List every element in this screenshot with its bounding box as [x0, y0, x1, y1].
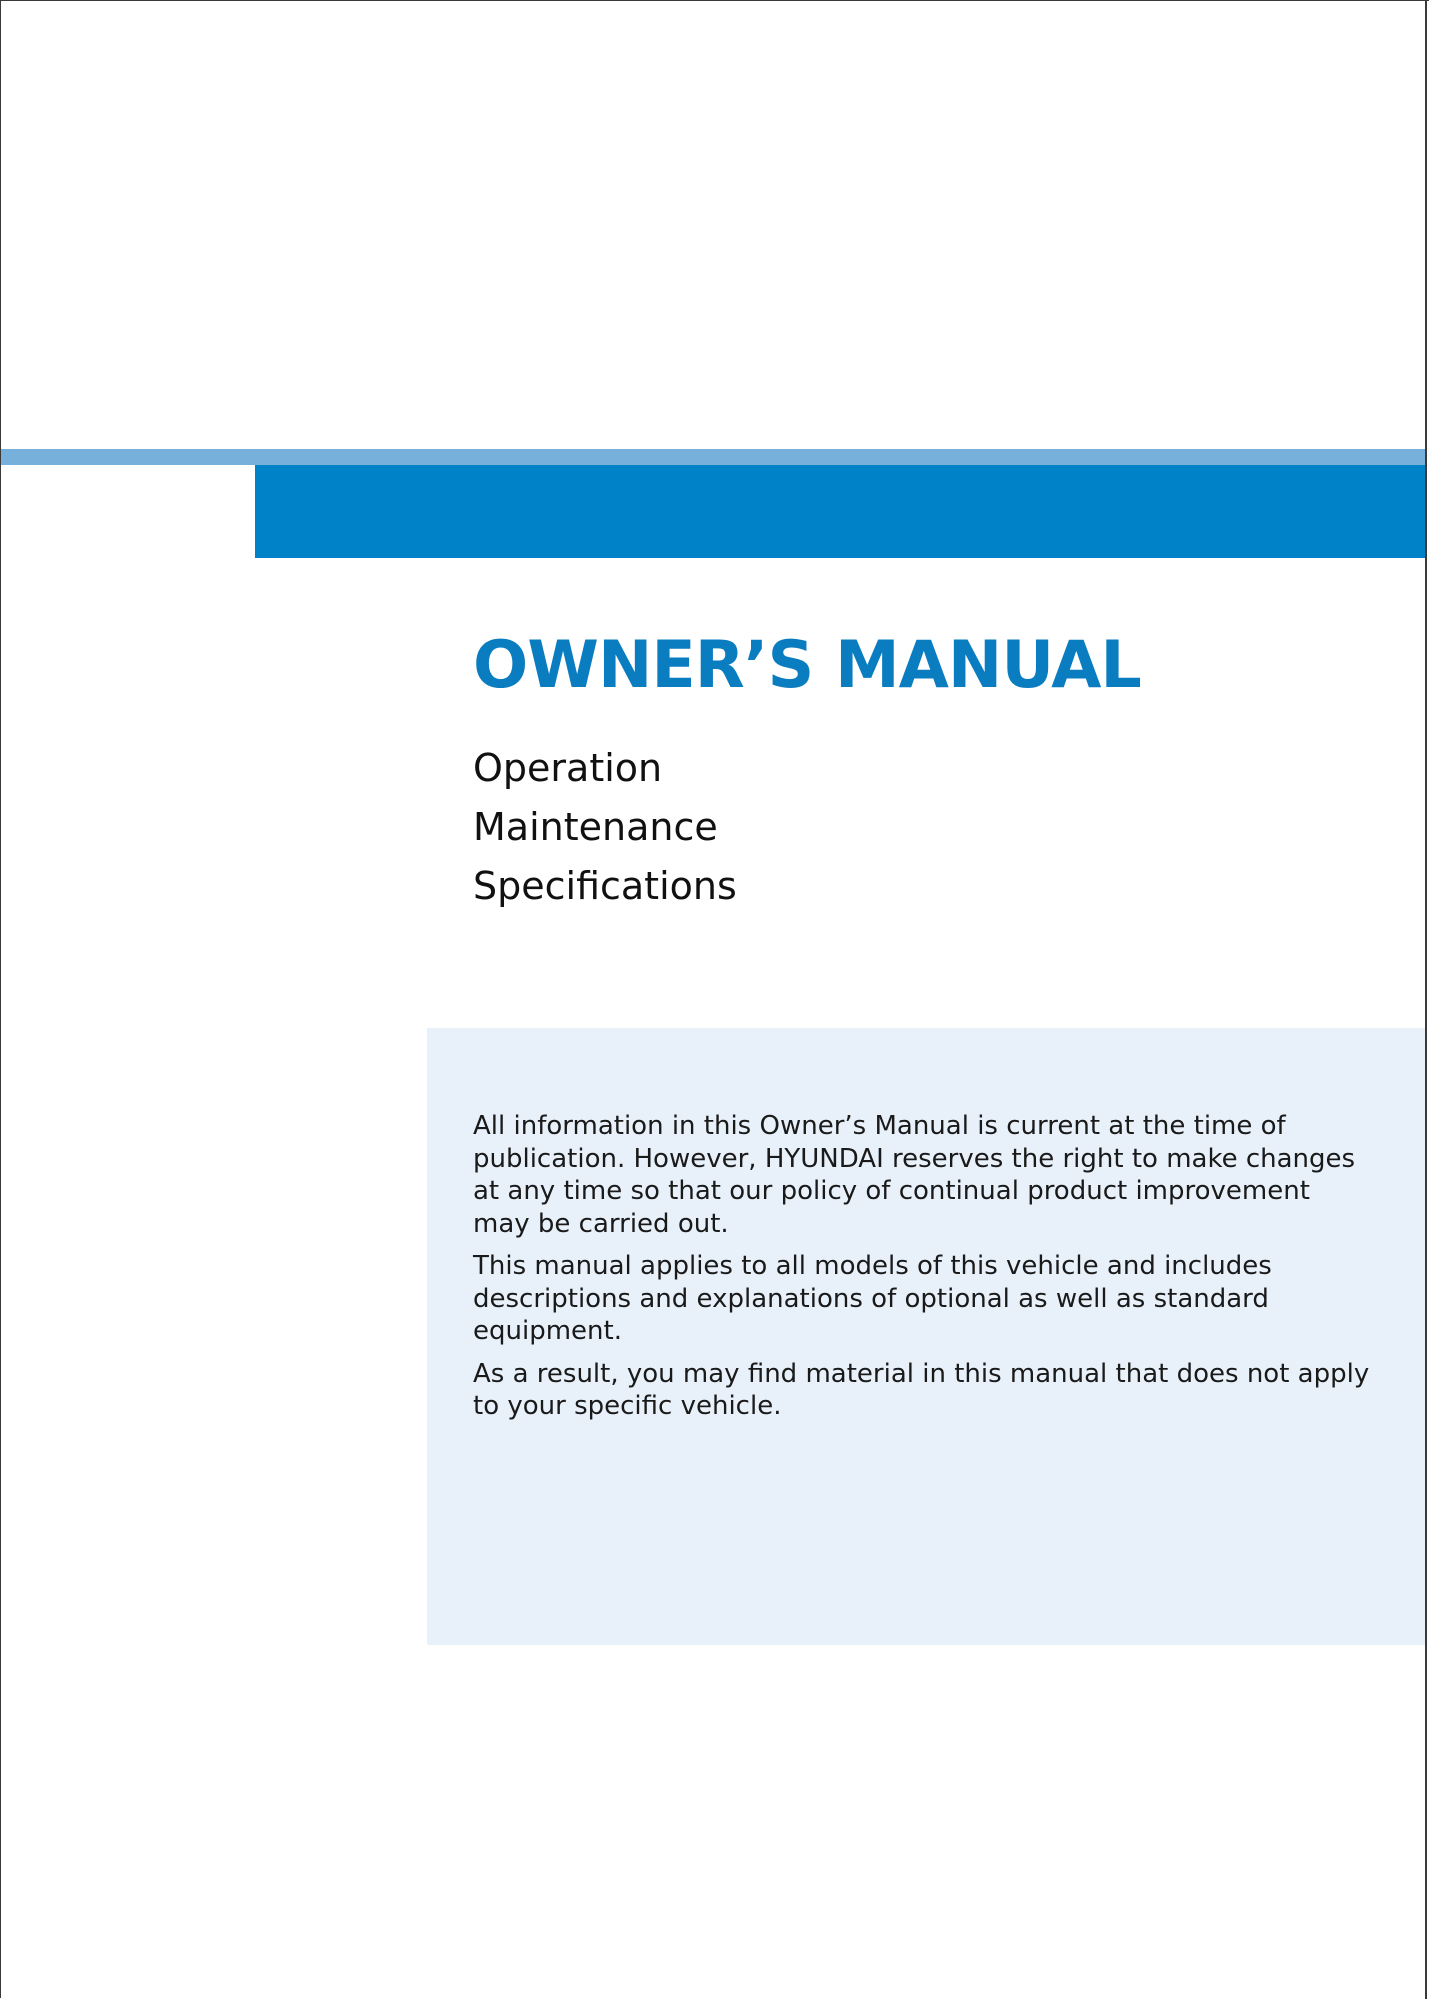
- subtitle-list: [473, 739, 737, 916]
- accent-band-dark: [255, 465, 1426, 558]
- accent-band-light: [1, 449, 1426, 465]
- page-edge-right: [1425, 0, 1427, 1999]
- notice-paragraph-applies-to-all: This manual applies to all models of this vehicle and includes descriptions and explanations of optional as well as standard equipment.: [473, 1251, 1272, 1346]
- subtitle-maintenance: Maintenance: [473, 805, 718, 849]
- notice-paragraph-current-info: All information in this Owner’s Manual is current at the time of publication. However, HYUNDAI reserves the right to make changes at any time so that our policy of continual product improvement may be carried out.: [473, 1111, 1356, 1239]
- subtitle-operation: Operation: [473, 746, 663, 790]
- notice-box: [427, 1028, 1426, 1645]
- notice-paragraph-may-not-apply: As a result, you may find material in this manual that does not apply to your specific vehicle.: [473, 1358, 1370, 1421]
- page-title: OWNER’S MANUAL: [473, 628, 1141, 703]
- subtitle-specifications: Specifications: [473, 864, 737, 908]
- notice-text: [473, 1110, 1373, 1433]
